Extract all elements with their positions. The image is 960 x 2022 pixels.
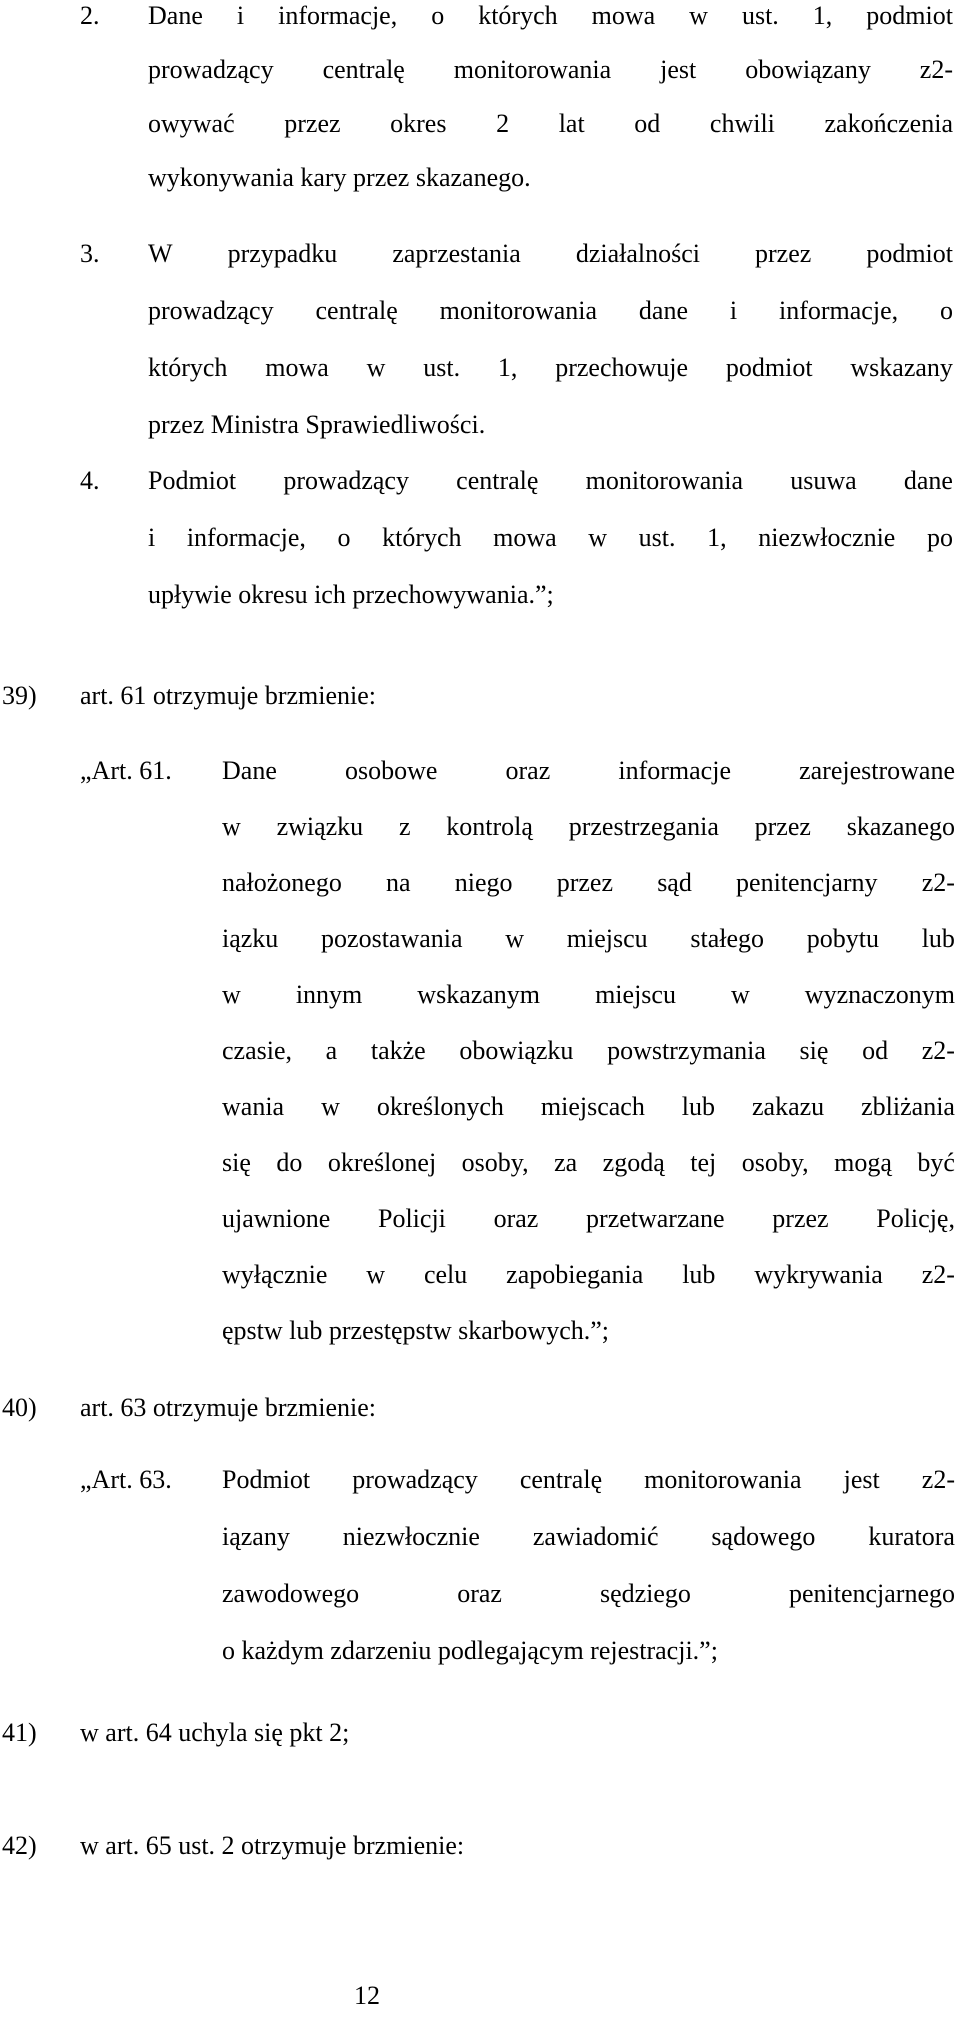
article-61-label: „Art. 61. <box>80 756 172 785</box>
article-61-line-9: ujawnione Policji oraz przetwarzane przez Policję, <box>222 1204 955 1233</box>
item-39-text: art. 61 otrzymuje brzmienie: <box>80 681 377 710</box>
article-61-line-7: wania w określonych miejscach lub zakazu zbliżania <box>222 1092 955 1121</box>
article-61-line-8: się do określonej osoby, za zgodą tej osoby, mogą być <box>222 1148 955 1177</box>
paragraph-number-4: 4. <box>80 466 100 495</box>
article-63-line-1: Podmiot prowadzący centralę monitorowania jest z2- <box>222 1465 955 1494</box>
article-61-line-4: iązku pozostawania w miejscu stałego pobytu lub <box>222 924 955 953</box>
article-63-label: „Art. 63. <box>80 1465 172 1494</box>
paragraph-number-2: 2. <box>80 1 100 30</box>
paragraph-3-line-2: prowadzący centralę monitorowania dane i informacje, o <box>148 296 953 325</box>
paragraph-2-line-2: prowadzący centralę monitorowania jest obowiązany z2- <box>148 55 953 84</box>
article-63-line-2: iązany niezwłocznie zawiadomić sądowego kuratora <box>222 1522 955 1551</box>
paragraph-4-line-3: upływie okresu ich przechowywania.”; <box>148 580 554 609</box>
article-61-line-6: czasie, a także obowiązku powstrzymania się od z2- <box>222 1036 955 1065</box>
article-61-line-10: wyłącznie w celu zapobiegania lub wykrywania z2- <box>222 1260 955 1289</box>
item-number-42: 42) <box>2 1831 37 1860</box>
article-61-line-1: Dane osobowe oraz informacje zarejestrowane <box>222 756 955 785</box>
paragraph-2-line-4: wykonywania kary przez skazanego. <box>148 163 531 192</box>
paragraph-3-line-1: W przypadku zaprzestania działalności przez podmiot <box>148 239 953 268</box>
paragraph-3-line-3: których mowa w ust. 1, przechowuje podmiot wskazany <box>148 353 953 382</box>
item-41-text: w art. 64 uchyla się pkt 2; <box>80 1718 350 1747</box>
article-61-line-5: w innym wskazanym miejscu w wyznaczonym <box>222 980 955 1009</box>
article-61-line-2: w związku z kontrolą przestrzegania przez skazanego <box>222 812 955 841</box>
article-63-line-3: zawodowego oraz sędziego penitencjarnego <box>222 1579 955 1608</box>
article-61-line-3: nałożonego na niego przez sąd penitencjarny z2- <box>222 868 955 897</box>
page-number: 12 <box>354 1981 380 2010</box>
paragraph-2-line-1: Dane i informacje, o których mowa w ust. 1, podmiot <box>148 1 953 30</box>
article-63-line-4: o każdym zdarzeniu podlegającym rejestracji.”; <box>222 1636 718 1665</box>
article-61-line-11: ępstw lub przestępstw skarbowych.”; <box>222 1316 610 1345</box>
paragraph-3-line-4: przez Ministra Sprawiedliwości. <box>148 410 486 439</box>
item-number-39: 39) <box>2 681 37 710</box>
item-number-40: 40) <box>2 1393 37 1422</box>
paragraph-number-3: 3. <box>80 239 100 268</box>
item-number-41: 41) <box>2 1718 37 1747</box>
item-40-text: art. 63 otrzymuje brzmienie: <box>80 1393 377 1422</box>
paragraph-4-line-2: i informacje, o których mowa w ust. 1, niezwłocznie po <box>148 523 953 552</box>
item-42-text: w art. 65 ust. 2 otrzymuje brzmienie: <box>80 1831 465 1860</box>
paragraph-4-line-1: Podmiot prowadzący centralę monitorowania usuwa dane <box>148 466 953 495</box>
paragraph-2-line-3: owywać przez okres 2 lat od chwili zakończenia <box>148 109 953 138</box>
